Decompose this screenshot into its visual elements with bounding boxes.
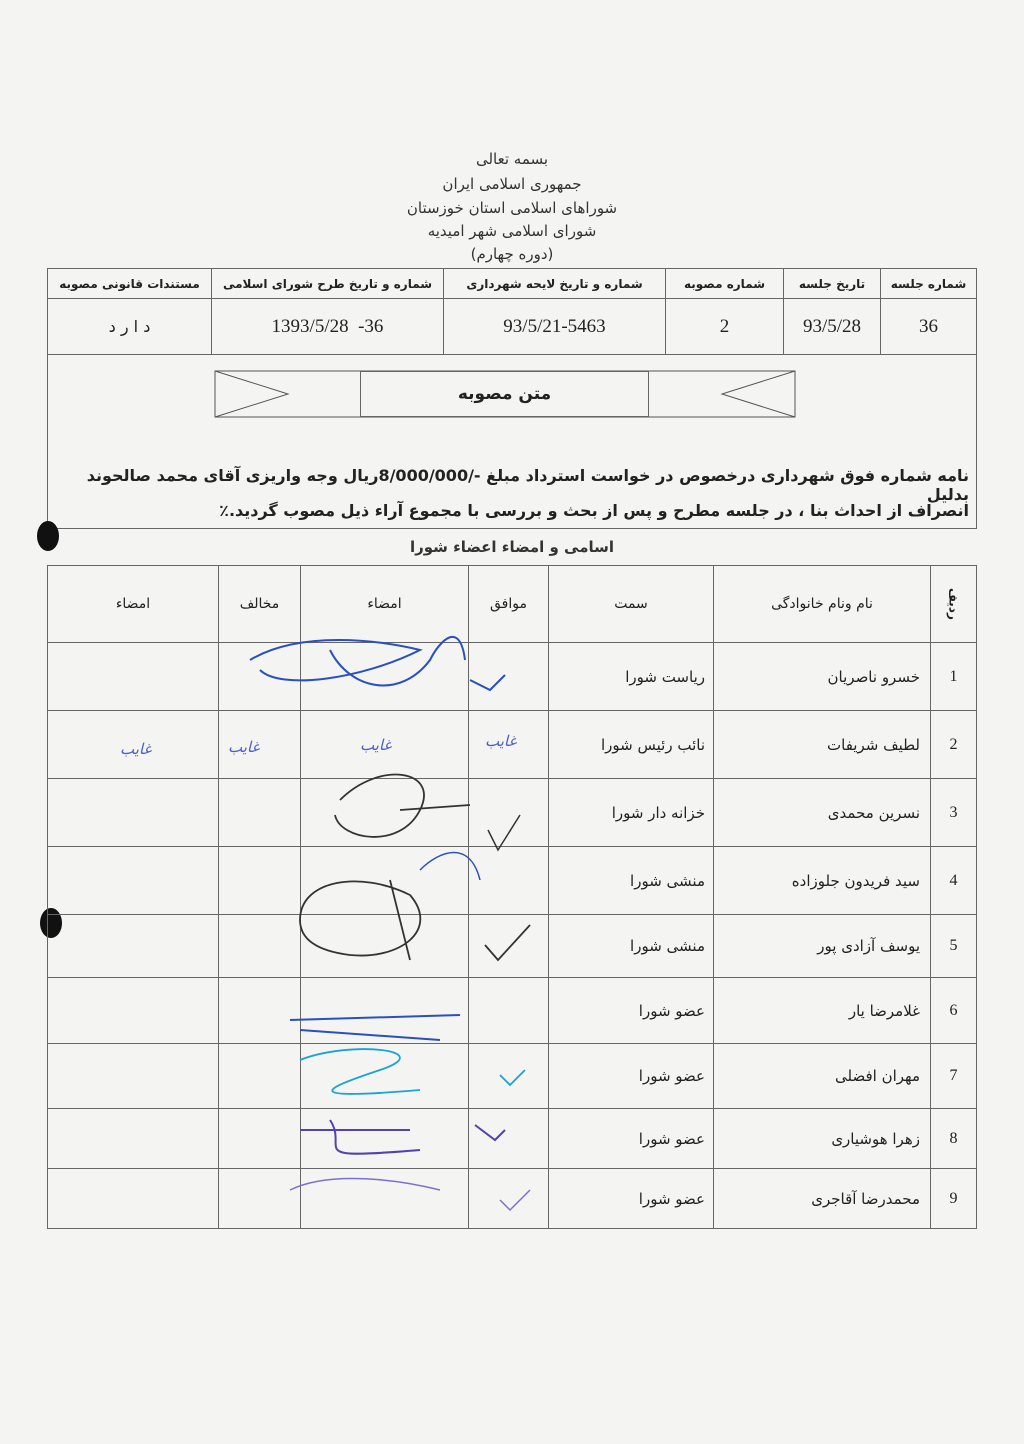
- header-cell: امضاء: [47, 565, 219, 643]
- vote-cell: [218, 778, 301, 847]
- vote-cell: [468, 642, 549, 711]
- row-number: 8: [930, 1108, 977, 1169]
- resolution-number: 2: [665, 298, 784, 355]
- vote-cell: [300, 778, 469, 847]
- vote-cell: [218, 642, 301, 711]
- vote-cell: [47, 1043, 219, 1109]
- vote-cell: [468, 1168, 549, 1229]
- vote-cell: [468, 846, 549, 915]
- vote-cell: [218, 977, 301, 1044]
- vote-cell: [47, 977, 219, 1044]
- punch-hole: [37, 521, 59, 551]
- member-role: عضو شورا: [548, 1168, 714, 1229]
- header-cell: تاریخ جلسه: [783, 268, 881, 299]
- vote-cell: [468, 778, 549, 847]
- row-number: 4: [930, 846, 977, 915]
- member-name: سید فریدون جلوزاده: [713, 846, 931, 915]
- resolution-text-line: انصراف از احداث بنا ، در جلسه مطرح و پس از بحث و بررسی با مجموع آراء ذیل مصوب گردید.٪: [219, 501, 969, 520]
- member-name: غلامرضا یار: [713, 977, 931, 1044]
- row-number: 1: [930, 642, 977, 711]
- member-role: نائب رئیس شورا: [548, 710, 714, 779]
- row-number: 7: [930, 1043, 977, 1109]
- member-role: منشی شورا: [548, 846, 714, 915]
- vote-cell: [218, 1043, 301, 1109]
- absent-note: غایب: [360, 736, 392, 754]
- header-cell: ردیف: [930, 565, 977, 643]
- session-number: 36: [880, 298, 977, 355]
- vote-cell: [300, 846, 469, 915]
- row-number: 9: [930, 1168, 977, 1229]
- vote-cell: [468, 914, 549, 978]
- member-name: نسرین محمدی: [713, 778, 931, 847]
- member-role: خزانه دار شورا: [548, 778, 714, 847]
- vote-cell: [47, 778, 219, 847]
- vote-cell: [218, 914, 301, 978]
- vote-cell: [218, 1168, 301, 1229]
- legal-documents: د ا ر د: [47, 298, 212, 355]
- resolution-title: متن مصوبه: [360, 371, 649, 417]
- header-cell: مستندات قانونی مصوبه: [47, 268, 212, 299]
- member-name: زهرا هوشیاری: [713, 1108, 931, 1169]
- bill-number-date: 93/5/21-5463: [443, 298, 666, 355]
- member-role: عضو شورا: [548, 977, 714, 1044]
- letterhead-line: بسمه تعالی: [475, 150, 549, 168]
- header-cell: امضاء: [300, 565, 469, 643]
- member-role: ریاست شورا: [548, 642, 714, 711]
- vote-cell: [300, 914, 469, 978]
- header-cell: سمت: [548, 565, 714, 643]
- vote-cell: [47, 642, 219, 711]
- header-cell: شماره و تاریخ لایحه شهرداری: [443, 268, 666, 299]
- vote-cell: [300, 977, 469, 1044]
- row-number: 2: [930, 710, 977, 779]
- header-cell: موافق: [468, 565, 549, 643]
- row-number: 6: [930, 977, 977, 1044]
- vote-cell: [300, 1108, 469, 1169]
- header-cell: شماره جلسه: [880, 268, 977, 299]
- session-date: 93/5/28: [783, 298, 881, 355]
- vote-cell: [468, 1108, 549, 1169]
- vote-cell: [47, 1168, 219, 1229]
- letterhead-line: (دوره چهارم): [470, 245, 554, 263]
- row-number: 5: [930, 914, 977, 978]
- absent-note: غایب: [228, 738, 260, 756]
- vote-cell: [468, 977, 549, 1044]
- plan-number-date: 1393/5/28 -36: [211, 298, 444, 355]
- row-number: 3: [930, 778, 977, 847]
- member-name: مهران افضلی: [713, 1043, 931, 1109]
- vote-cell: [47, 914, 219, 978]
- letterhead-line: شورای اسلامی شهر امیدیه: [427, 222, 597, 240]
- vote-cell: [47, 846, 219, 915]
- member-name: یوسف آزادی پور: [713, 914, 931, 978]
- vote-cell: [47, 1108, 219, 1169]
- absent-note: غایب: [485, 732, 517, 750]
- member-role: عضو شورا: [548, 1108, 714, 1169]
- resolution-text-line: نامه شماره فوق شهرداری درخصوص در خواست استرداد مبلغ -/8/000/000ریال وجه واریزی آقای محمد صالحوند بدلیل: [86, 466, 969, 504]
- header-cell: شماره مصوبه: [665, 268, 784, 299]
- vote-cell: [300, 1043, 469, 1109]
- vote-cell: [300, 642, 469, 711]
- header-cell: شماره و تاریخ طرح شورای اسلامی: [211, 268, 444, 299]
- vote-cell: [300, 1168, 469, 1229]
- letterhead-line: جمهوری اسلامی ایران: [442, 175, 582, 193]
- member-name: خسرو ناصریان: [713, 642, 931, 711]
- letterhead-line: شوراهای اسلامی استان خوزستان: [406, 199, 618, 217]
- members-title: اسامی و امضاء اعضاء شورا: [409, 538, 615, 556]
- member-role: عضو شورا: [548, 1043, 714, 1109]
- header-cell: مخالف: [218, 565, 301, 643]
- vote-cell: [468, 1043, 549, 1109]
- member-role: منشی شورا: [548, 914, 714, 978]
- absent-note: غایب: [120, 740, 152, 758]
- vote-cell: [218, 1108, 301, 1169]
- member-name: لطیف شریفات: [713, 710, 931, 779]
- vote-cell: [218, 846, 301, 915]
- member-name: محمدرضا آقاجری: [713, 1168, 931, 1229]
- header-cell: نام ونام خانوادگی: [713, 565, 931, 643]
